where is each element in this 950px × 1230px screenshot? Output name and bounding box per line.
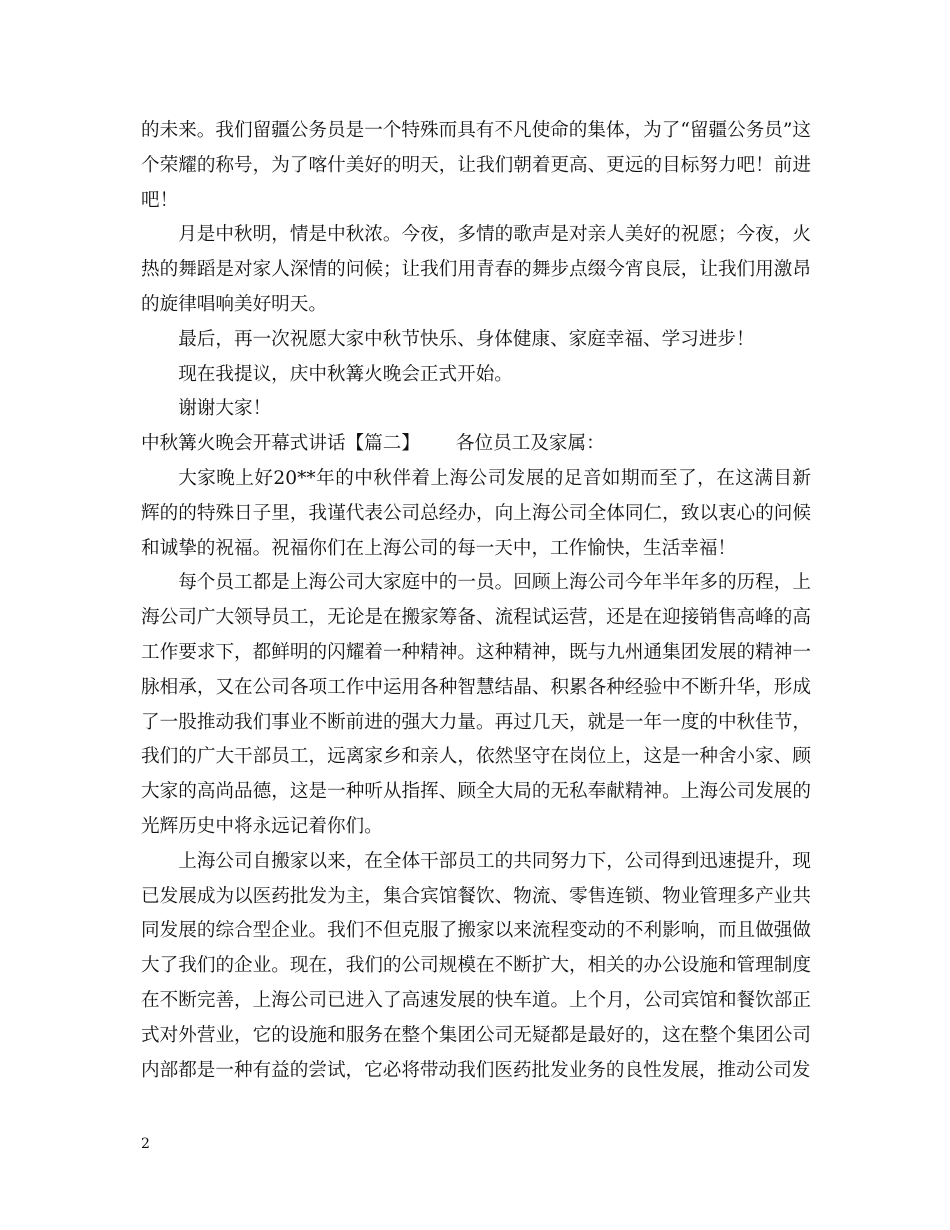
paragraph-opening-declaration: 现在我提议，庆中秋篝火晚会正式开始。 (178, 363, 513, 385)
paragraph-continued: 的未来。我们留疆公务员是一个特殊而具有不凡使命的集体，为了“留疆公务员”这个荣耀的称号，为了喀什美好的明天，让我们朝着更高、更远的目标努力吧！前进吧！ (141, 120, 811, 211)
paragraph-moon-festival: 月是中秋明，情是中秋浓。今夜，多情的歌声是对亲人美好的祝愿；今夜，火热的舞蹈是对家人深情的问候；让我们用青春的舞步点缀今宵良辰，让我们用激昂的旋律唱响美好明天。 (141, 224, 811, 315)
page-number: 2 (141, 1136, 150, 1152)
paragraph-company-spirit: 每个员工都是上海公司大家庭中的一员。回顾上海公司今年半年多的历程，上海公司广大领导员工，无论是在搬家筹备、流程试运营，还是在迎接销售高峰的高工作要求下，都鲜明的闪耀着一种精神。这种精神，既与九州通集团发展的精神一脉相承，又在公司各项工作中运用各种智慧结晶、积累各种经验中不断升华，形成了一股推动我们事业不断前进的强大力量。再过几天，就是一年一度的中秋佳节，我们的广大干部员工，远离家乡和亲人，依然坚守在岗位上，这是一种舍小家、顾大家的高尚品德，这是一种听从指挥、顾全大局的无私奉献精神。上海公司发展的光辉历史中将永远记着你们。 (141, 572, 811, 837)
section-heading-line (141, 427, 811, 462)
document-body (141, 114, 811, 1088)
paragraph-final-wishes: 最后，再一次祝愿大家中秋节快乐、身体健康、家庭幸福、学习进步！ (178, 328, 755, 350)
paragraph-thanks: 谢谢大家！ (178, 398, 272, 420)
paragraph-greeting: 大家晚上好20**年的中秋伴着上海公司发展的足音如期而至了，在这满目新辉的的特殊日子里，我谨代表公司总经办，向上海公司全体同仁，致以衷心的问候和诚挚的祝福。祝福你们在上海公司的每一天中，工作愉快，生活幸福！ (141, 467, 811, 559)
paragraph-company-growth: 上海公司自搬家以来，在全体干部员工的共同努力下，公司得到迅速提升，现已发展成为以医药批发为主，集合宾馆餐饮、物流、零售连锁、物业管理多产业共同发展的综合型企业。我们不但克服了搬家以来流程变动的不利影响，而且做强做大了我们的企业。现在，我们的公司规模在不断扩大，相关的办公设施和管理制度在不断完善，上海公司已进入了高速发展的快车道。上个月，公司宾馆和餐饮部正式对外营业，它的设施和服务在整个集团公司无疑都是最好的，这在整个集团公司内部都是一种有益的尝试，它必将带动我们医药批发业务的良性发展，推动公司发 (141, 850, 811, 1081)
salutation: 各位员工及家属： (455, 433, 605, 455)
section-heading: 中秋篝火晚会开幕式讲话【篇二】 (141, 433, 420, 455)
